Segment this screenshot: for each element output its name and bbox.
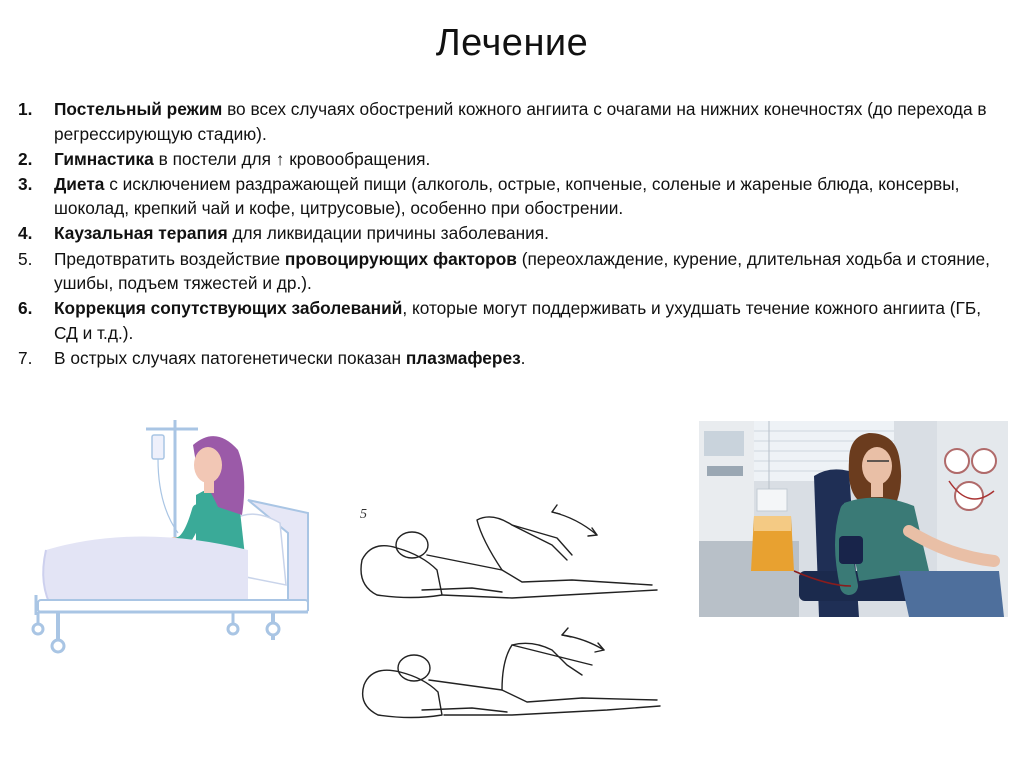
- list-item-number: 6.: [18, 298, 33, 319]
- emphasis-text: Каузальная терапия: [54, 223, 228, 244]
- plain-text: для ликвидации причины заболевания.: [227, 223, 549, 244]
- list-item-text: [54, 97, 1008, 146]
- emphasis-text: плазмаферез: [405, 347, 521, 368]
- plain-text: , которые могут поддерживать и ухудшать течение кожного ангиита (ГБ, СД и т.д.).: [54, 298, 982, 343]
- list-item: [18, 346, 1008, 371]
- bed-patient-illustration: [18, 415, 323, 660]
- emphasis-text: Диета: [54, 173, 105, 194]
- list-item-text: [54, 296, 1008, 345]
- list-item: [18, 97, 1008, 146]
- figure-number-label: 5: [360, 507, 367, 522]
- plain-text: в постели для ↑ кровообращения.: [153, 148, 431, 169]
- list-item-number: 1.: [18, 99, 33, 119]
- list-item-text: [54, 247, 1008, 296]
- emphasis-text: Коррекция сопутствующих заболеваний: [54, 298, 403, 319]
- plain-text: с исключением раздражающей пищи (алкоголь, острые, копченые, соленые и жареные блюда, консервы, шоколад, крепкий чай и кофе, цитрусовые), особенно при обострении.: [54, 173, 960, 219]
- list-item: [18, 221, 1008, 246]
- emphasis-text: Постельный режим: [54, 99, 223, 119]
- plain-text: (переохлаждение, курение, длительная ходьба и стояние, ушибы, подъем тяжестей и др.).: [54, 248, 990, 294]
- list-item-number: 2.: [18, 148, 33, 169]
- list-item: [18, 247, 1008, 296]
- list-item-text: [54, 221, 1008, 246]
- list-item-text: [54, 172, 1008, 221]
- emphasis-text: провоцирующих факторов: [284, 248, 517, 269]
- list-item-number: 4.: [18, 223, 33, 244]
- plain-text: Предотвратить воздействие: [54, 248, 285, 269]
- list-item-text: [54, 147, 1008, 172]
- plain-text: В острых случаях патогенетически показан: [54, 347, 406, 368]
- treatment-list: [18, 97, 1008, 371]
- list-item-number: 3.: [18, 173, 33, 194]
- emphasis-text: Гимнастика: [54, 148, 154, 169]
- list-item: [18, 147, 1008, 172]
- list-item-number: 7.: [18, 347, 33, 368]
- list-item-text: [54, 346, 1008, 371]
- plasmapheresis-photo: [699, 421, 1008, 617]
- plain-text: во всех случаях обострений кожного ангиита с очагами на нижних конечностях (до перехода в регрессирующую стадию).: [54, 99, 987, 144]
- list-item-number: 5.: [18, 248, 33, 269]
- bed-gymnastics-illustration: [352, 500, 672, 730]
- list-item: [18, 296, 1008, 345]
- plain-text: .: [520, 347, 526, 368]
- list-item: [18, 172, 1008, 221]
- page-title: Лечение: [435, 22, 589, 64]
